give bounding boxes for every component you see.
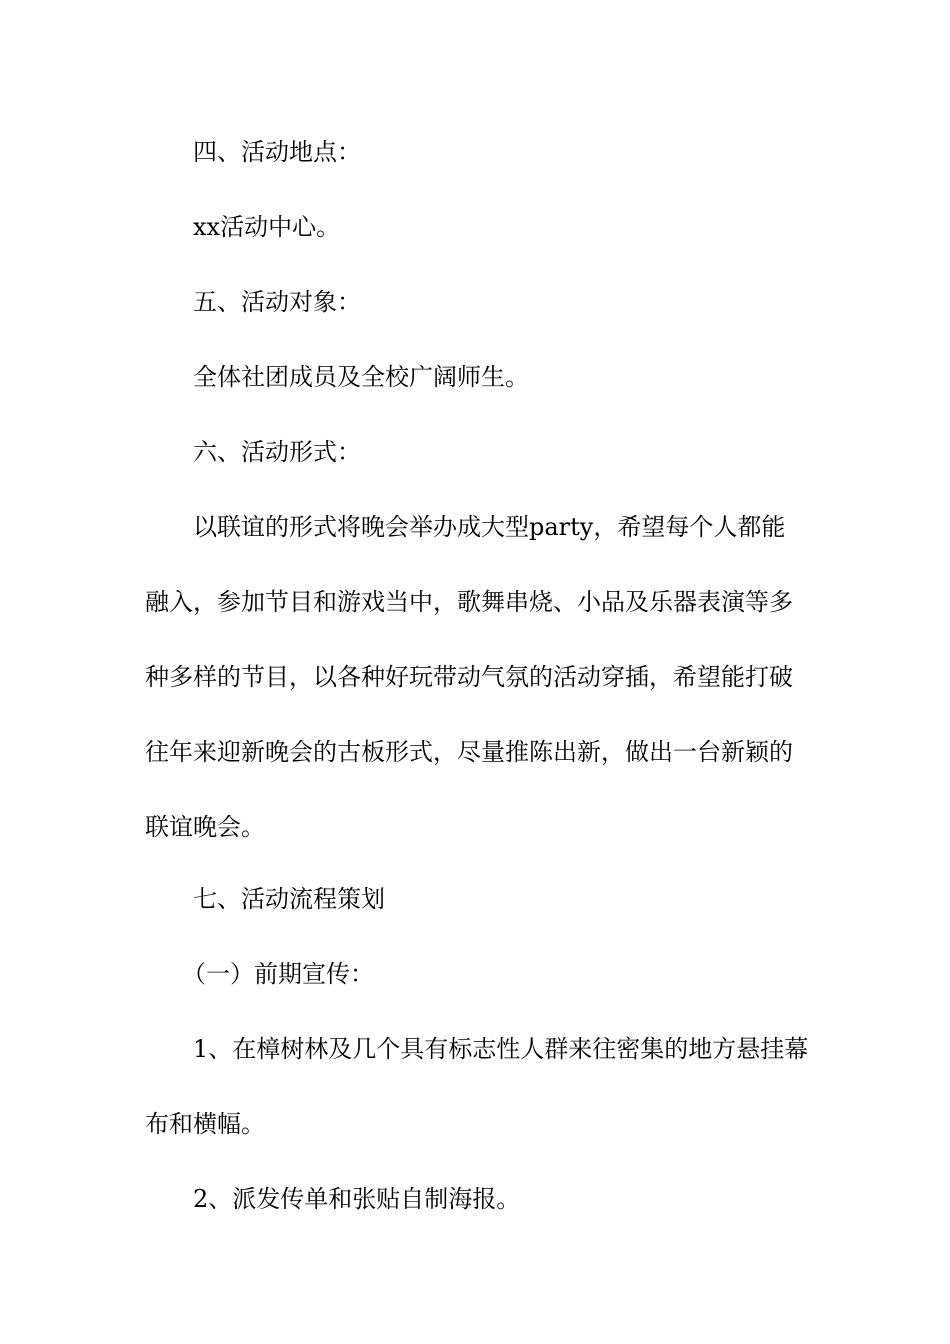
- publicity-item-1-line-1: 1、在樟树林及几个具有标志性人群来往密集的地方悬挂幕: [193, 1035, 809, 1063]
- format-paragraph-line-4: 往年来迎新晚会的古板形式，尽量推陈出新，做出一台新颖的: [145, 738, 793, 766]
- section-heading-format: 六、活动形式：: [193, 438, 361, 466]
- subsection-heading-publicity: （一）前期宣传：: [182, 960, 374, 988]
- publicity-item-2: 2、派发传单和张贴自制海报。: [193, 1185, 521, 1213]
- format-paragraph-line-5: 联谊晚会。: [145, 813, 265, 841]
- format-paragraph-line-3: 种多样的节目，以各种好玩带动气氛的活动穿插，希望能打破: [145, 663, 793, 691]
- format-paragraph-line-1: 以联谊的形式将晚会举办成大型party，希望每个人都能: [193, 513, 786, 541]
- format-paragraph-line-2: 融入，参加节目和游戏当中，歌舞串烧、小品及乐器表演等多: [145, 588, 793, 616]
- audience-text: 全体社团成员及全校广阔师生。: [193, 363, 529, 391]
- location-text: xx活动中心。: [193, 213, 341, 241]
- section-heading-audience: 五、活动对象：: [193, 288, 361, 316]
- section-heading-location: 四、活动地点：: [193, 138, 361, 166]
- publicity-item-1-line-2: 布和横幅。: [145, 1110, 265, 1138]
- section-heading-process: 七、活动流程策划: [193, 885, 385, 913]
